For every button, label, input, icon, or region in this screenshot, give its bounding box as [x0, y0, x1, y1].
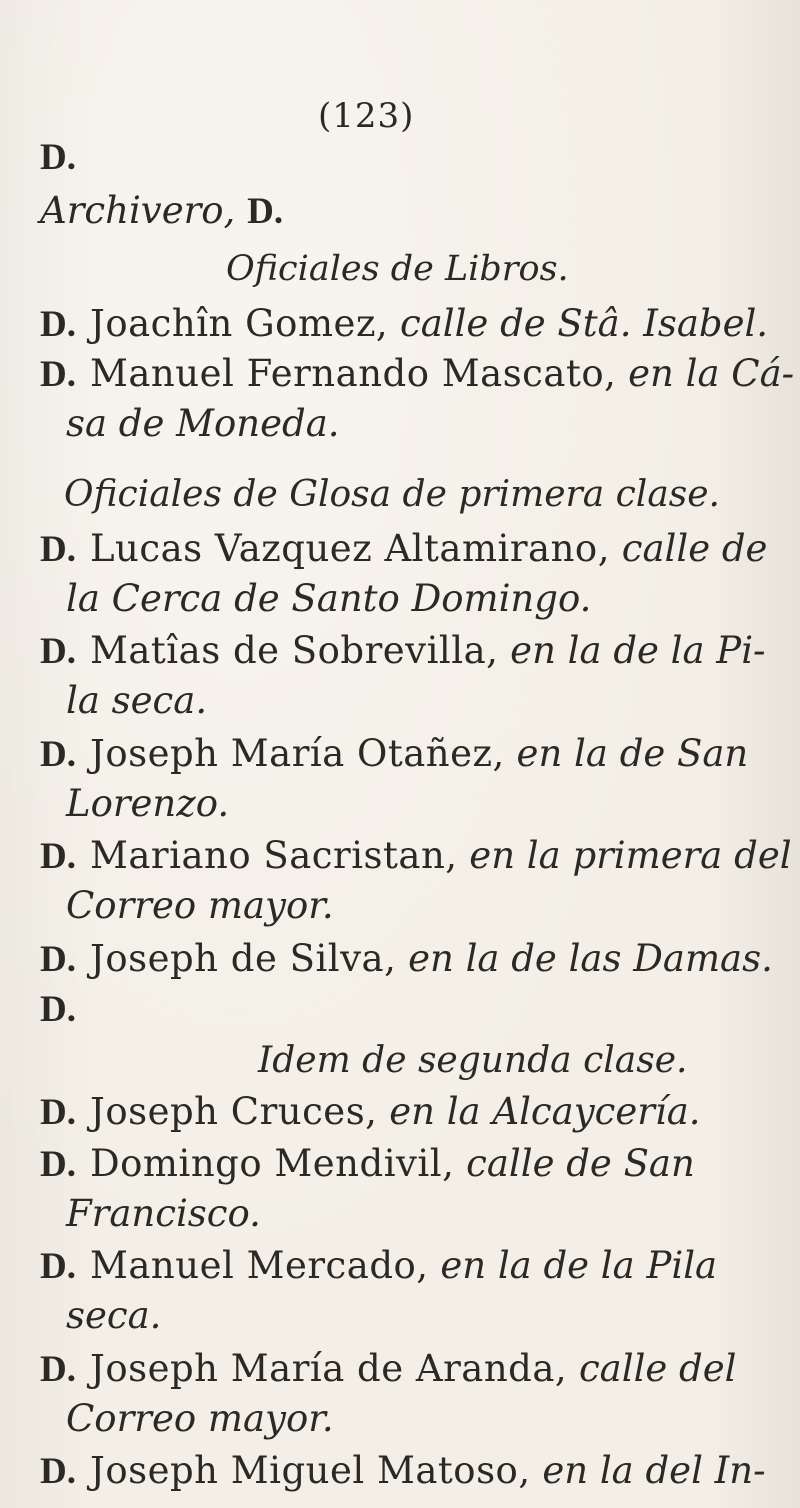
- page-number: (123): [318, 96, 415, 136]
- section-heading: Oficiales de Libros.: [226, 249, 569, 289]
- entry-continuation: seca.: [66, 1294, 162, 1337]
- entry-continuation: Francisco.: [66, 1192, 261, 1235]
- entry-line: D. Mariano Sacristan, en la primera del: [40, 834, 792, 877]
- entry-line: D. Joseph de Silva, en la de las Damas.: [40, 937, 773, 980]
- section-heading: Oficiales de Glosa de primera clase.: [64, 474, 720, 515]
- entry-continuation: la seca.: [66, 679, 208, 722]
- entry-continuation: Correo mayor.: [66, 884, 334, 927]
- entry-line: D. Joseph María Otañez, en la de San: [40, 732, 749, 775]
- entry-line: D. Lucas Vazquez Altamirano, calle de: [40, 527, 768, 570]
- entry-line: D. Joseph María de Aranda, calle del: [40, 1347, 737, 1390]
- entry-line: D. Domingo Mendivil, calle de San: [40, 1142, 695, 1185]
- entry-line: D. Matîas de Sobrevilla, en la de la Pi-: [40, 629, 766, 672]
- entry-line: D. Manuel Mercado, en la de la Pila: [40, 1244, 718, 1287]
- entry-continuation: Correo mayor.: [66, 1397, 334, 1440]
- section-heading: Idem de segunda clase.: [258, 1040, 688, 1081]
- entry-continuation: Lorenzo.: [66, 782, 230, 825]
- entry-continuation: sa de Moneda.: [66, 402, 340, 445]
- header-line: D.: [40, 137, 76, 178]
- entry-line: D. Manuel Fernando Mascato, en la Cá-: [40, 352, 795, 395]
- entry-line: D.: [40, 989, 76, 1030]
- entry-line: D. Joseph Cruces, en la Alcaycería.: [40, 1090, 701, 1133]
- entry-continuation: la Cerca de Santo Domingo.: [66, 577, 592, 620]
- entry-line: D. Joseph Miguel Matoso, en la del In-: [40, 1449, 766, 1492]
- archivero-line: Archivero, D.: [40, 189, 284, 232]
- entry-line: D. Joachîn Gomez, calle de Stâ. Isabel.: [40, 302, 769, 345]
